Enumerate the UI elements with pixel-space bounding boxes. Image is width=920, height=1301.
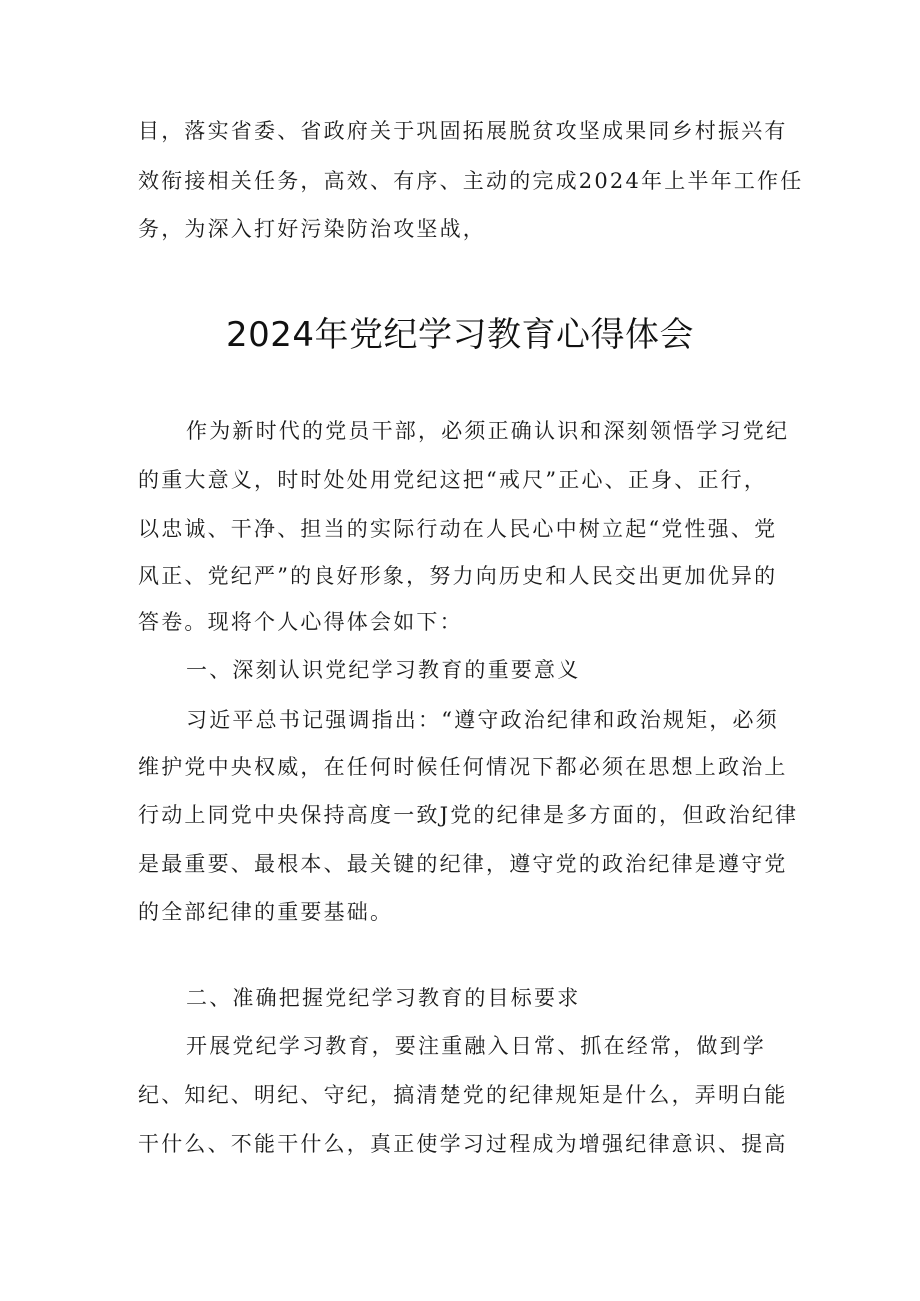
paragraph2-line-1: 习近平总书记强调指出：“遵守政治纪律和政治规矩，必须 [186,708,779,732]
paragraph3-line-3: 干什么、不能干什么，真正使学习过程成为增强纪律意识、提高 [138,1132,788,1156]
paragraph1-line-2: 的重大意义，时时处处用党纪这把“戒尺”正心、正身、正行， [138,468,768,492]
paragraph2-line-5: 的全部纪律的重要基础。 [138,900,394,924]
document-title: 2024年党纪学习教育心得体会 [225,315,695,355]
section2-heading: 二、准确把握党纪学习教育的目标要求 [186,986,581,1010]
paragraph3-line-1: 开展党纪学习教育，要注重融入日常、抓在经常，做到学 [186,1034,766,1058]
paragraph1-line-4: 风正、党纪严”的良好形象，努力向历史和人民交出更加优异的 [138,564,778,588]
intro-line-3: 务，为深入打好污染防治攻坚战， [138,217,486,241]
intro-line-2: 效衔接相关任务，高效、有序、主动的完成2024年上半年工作任 [138,169,804,193]
paragraph1-line-1: 作为新时代的党员干部，必须正确认识和深刻领悟学习党纪 [186,419,790,443]
paragraph3-line-2: 纪、知纪、明纪、守纪，搞清楚党的纪律规矩是什么，弄明白能 [138,1083,788,1107]
paragraph2-line-3: 行动上同党中央保持高度一致J党的纪律是多方面的，但政治纪律 [138,803,799,827]
intro-line-1: 目，落实省委、省政府关于巩固拓展脱贫攻坚成果同乡村振兴有 [138,119,788,143]
paragraph1-line-3: 以忠诚、干净、担当的实际行动在人民心中树立起“党性强、党 [138,517,778,541]
section1-heading: 一、深刻认识党纪学习教育的重要意义 [186,658,581,682]
paragraph2-line-2: 维护党中央权威，在任何时候任何情况下都必须在思想上政治上 [138,755,788,779]
paragraph1-line-5: 答卷。现将个人心得体会如下： [138,610,463,634]
paragraph2-line-4: 是最重要、最根本、最关键的纪律，遵守党的政治纪律是遵守党 [138,852,788,876]
